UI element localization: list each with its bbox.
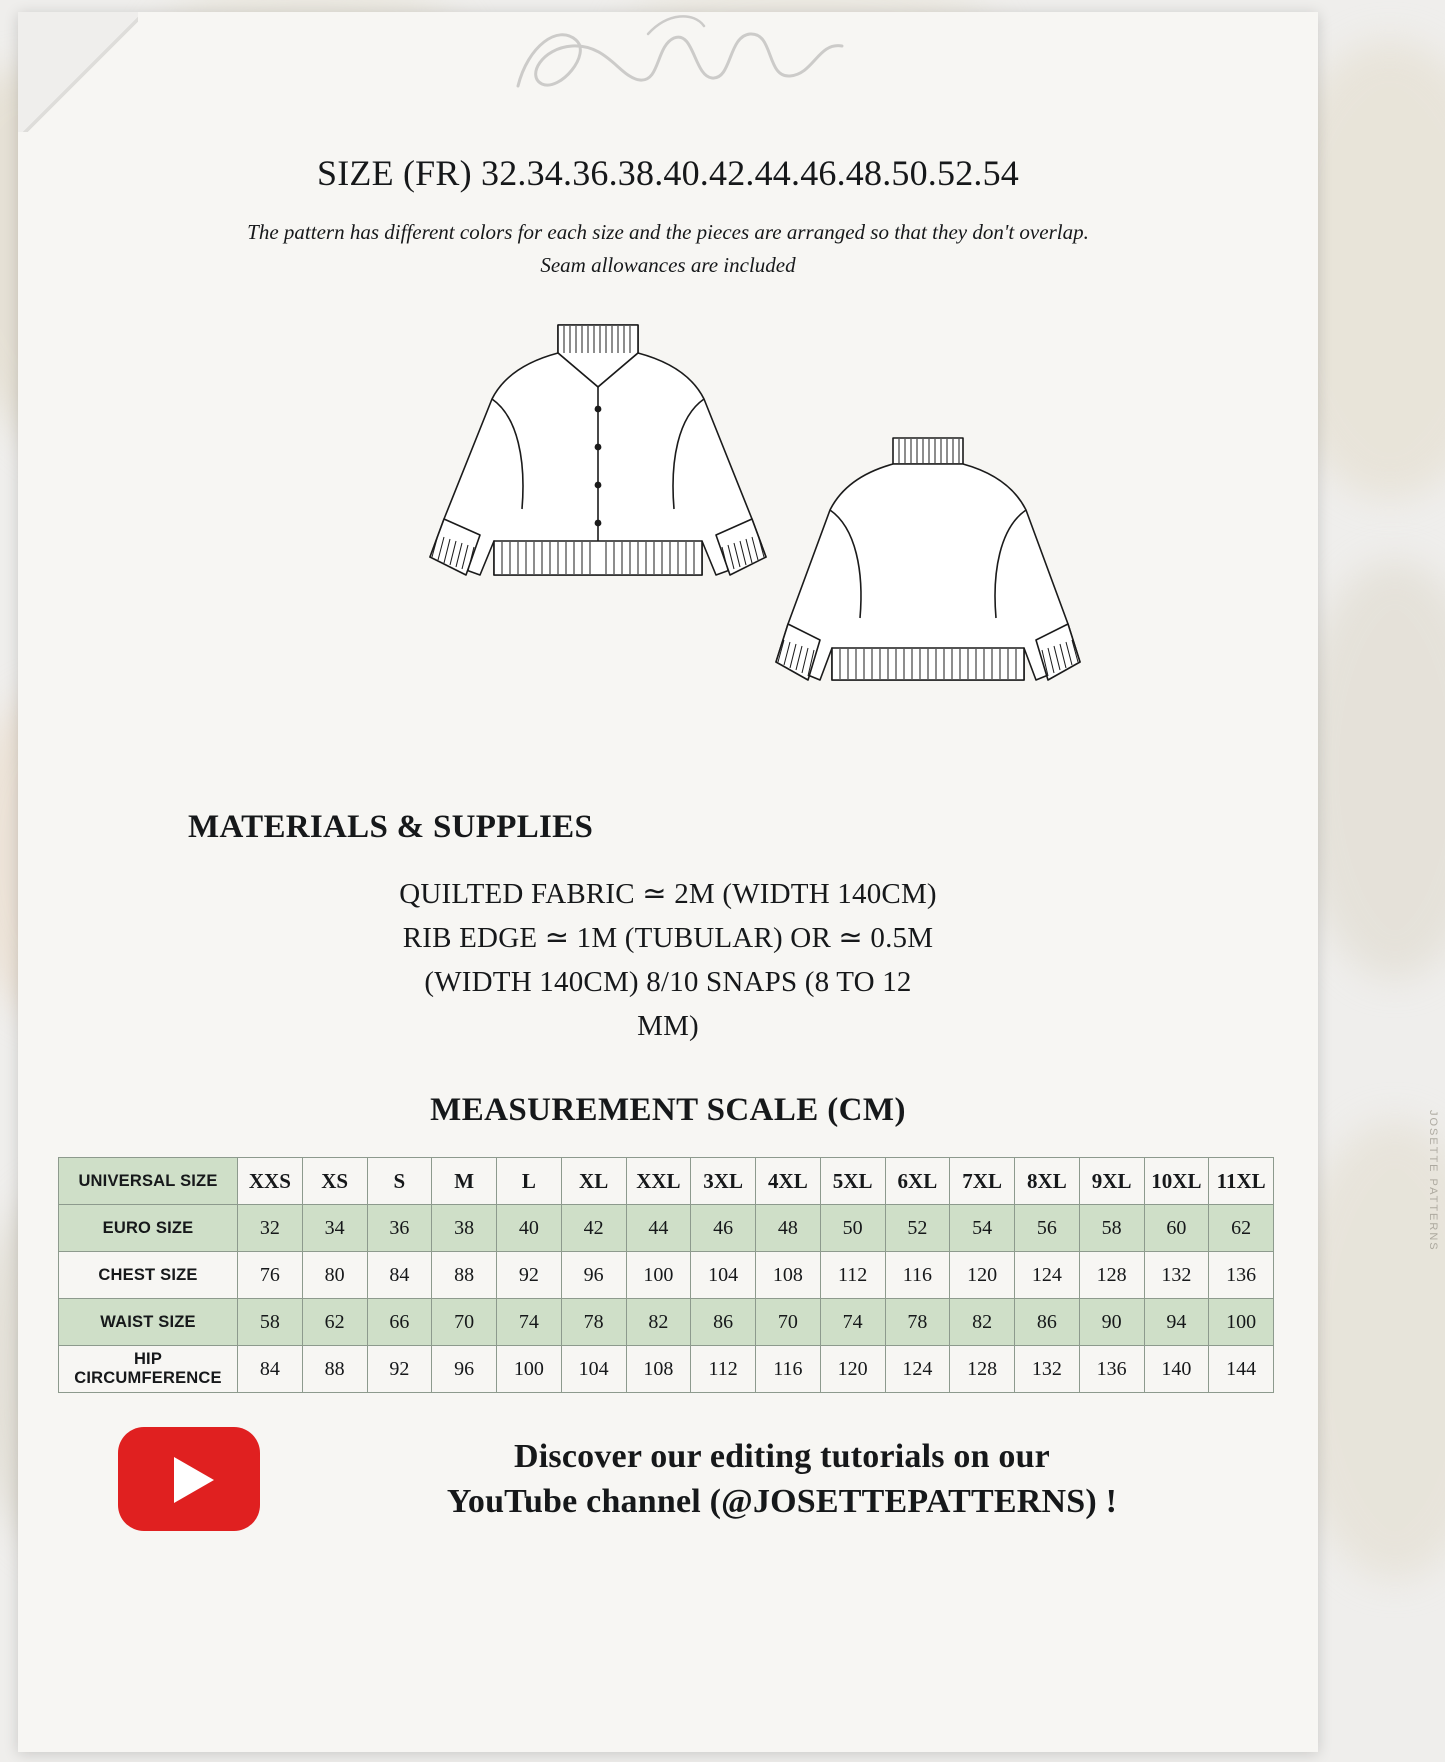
table-cell: 100 <box>1209 1299 1274 1346</box>
table-row <box>59 1158 1274 1205</box>
table-cell: 3XL <box>691 1158 756 1205</box>
table-cell: 116 <box>756 1346 821 1393</box>
table-cell: 120 <box>820 1346 885 1393</box>
materials-list <box>298 872 1038 1048</box>
table-cell: 144 <box>1209 1346 1274 1393</box>
table-cell: M <box>432 1158 497 1205</box>
table-cell: 38 <box>432 1205 497 1252</box>
jacket-back-illustration <box>768 428 1088 758</box>
pattern-note <box>163 216 1173 281</box>
table-cell: 84 <box>238 1346 303 1393</box>
table-cell: 78 <box>885 1299 950 1346</box>
table-cell: 82 <box>950 1299 1015 1346</box>
table-cell: 128 <box>1079 1252 1144 1299</box>
table-cell: 90 <box>1079 1299 1144 1346</box>
table-cell: 78 <box>561 1299 626 1346</box>
table-cell: 108 <box>626 1346 691 1393</box>
table-cell: 120 <box>950 1252 1015 1299</box>
table-cell: 6XL <box>885 1158 950 1205</box>
table-cell: 36 <box>367 1205 432 1252</box>
table-cell: 62 <box>1209 1205 1274 1252</box>
table-cell: 100 <box>497 1346 562 1393</box>
table-cell: 84 <box>367 1252 432 1299</box>
table-cell: 10XL <box>1144 1158 1209 1205</box>
table-cell: 124 <box>885 1346 950 1393</box>
table-cell: 50 <box>820 1205 885 1252</box>
materials-line-4: MM) <box>637 1010 699 1043</box>
table-cell: 128 <box>950 1346 1015 1393</box>
table-cell: 112 <box>691 1346 756 1393</box>
table-cell: 44 <box>626 1205 691 1252</box>
table-row <box>59 1205 1274 1252</box>
table-cell: 82 <box>626 1299 691 1346</box>
table-cell: 136 <box>1079 1346 1144 1393</box>
table-cell: 32 <box>238 1205 303 1252</box>
table-cell: 112 <box>820 1252 885 1299</box>
table-cell: 96 <box>432 1346 497 1393</box>
table-row <box>59 1252 1274 1299</box>
table-cell: 9XL <box>1079 1158 1144 1205</box>
youtube-promo-line-1: Discover our editing tutorials on our <box>514 1437 1050 1475</box>
table-cell: 74 <box>497 1299 562 1346</box>
table-cell: 92 <box>367 1346 432 1393</box>
row-header: WAIST SIZE <box>59 1299 238 1346</box>
table-cell: 132 <box>1144 1252 1209 1299</box>
table-cell: 54 <box>950 1205 1015 1252</box>
table-cell: 11XL <box>1209 1158 1274 1205</box>
table-cell: 104 <box>561 1346 626 1393</box>
table-cell: 76 <box>238 1252 303 1299</box>
table-cell: 80 <box>302 1252 367 1299</box>
table-cell: 62 <box>302 1299 367 1346</box>
row-header: CHEST SIZE <box>59 1252 238 1299</box>
table-cell: 46 <box>691 1205 756 1252</box>
table-cell: 88 <box>302 1346 367 1393</box>
table-cell: 108 <box>756 1252 821 1299</box>
table-cell: 104 <box>691 1252 756 1299</box>
youtube-play-icon[interactable] <box>118 1427 260 1531</box>
table-cell: 116 <box>885 1252 950 1299</box>
table-cell: XL <box>561 1158 626 1205</box>
measurement-table <box>58 1157 1274 1393</box>
table-cell: 8XL <box>1015 1158 1080 1205</box>
table-cell: 40 <box>497 1205 562 1252</box>
table-row <box>59 1346 1274 1393</box>
youtube-promo <box>118 1427 1278 1531</box>
table-row <box>59 1299 1274 1346</box>
row-header: EURO SIZE <box>59 1205 238 1252</box>
table-cell: 92 <box>497 1252 562 1299</box>
size-range-heading: SIZE (FR) 32.34.36.38.40.42.44.46.48.50.52.54 <box>317 153 1019 193</box>
table-cell: 4XL <box>756 1158 821 1205</box>
technical-drawings <box>58 303 1278 803</box>
measurement-heading: MEASUREMENT SCALE (CM) <box>430 1092 906 1129</box>
materials-line-2: RIB EDGE ≃ 1M (TUBULAR) OR ≃ 0.5M <box>402 922 934 955</box>
table-cell: 34 <box>302 1205 367 1252</box>
table-cell: 136 <box>1209 1252 1274 1299</box>
table-cell: 60 <box>1144 1205 1209 1252</box>
materials-line-3: (WIDTH 140CM) 8/10 SNAPS (8 TO 12 <box>424 966 912 999</box>
table-cell: 94 <box>1144 1299 1209 1346</box>
youtube-promo-text <box>286 1434 1278 1526</box>
table-cell: 66 <box>367 1299 432 1346</box>
table-cell: 70 <box>756 1299 821 1346</box>
handwritten-scribble-icon <box>498 6 878 116</box>
table-cell: 5XL <box>820 1158 885 1205</box>
table-cell: XS <box>302 1158 367 1205</box>
table-cell: 58 <box>1079 1205 1144 1252</box>
table-cell: 86 <box>1015 1299 1080 1346</box>
printed-sheet <box>18 12 1318 1752</box>
margin-note: JOSETTE PATTERNS <box>1427 1110 1439 1252</box>
table-cell: 56 <box>1015 1205 1080 1252</box>
pattern-note-line-1: The pattern has different colors for each size and the pieces are arranged so that they don't overlap. <box>247 220 1089 244</box>
table-cell: 96 <box>561 1252 626 1299</box>
table-cell: 70 <box>432 1299 497 1346</box>
row-header: UNIVERSAL SIZE <box>59 1158 238 1205</box>
table-cell: 7XL <box>950 1158 1015 1205</box>
table-cell: XXS <box>238 1158 303 1205</box>
table-cell: 42 <box>561 1205 626 1252</box>
table-cell: 48 <box>756 1205 821 1252</box>
row-header: HIP CIRCUMFERENCE <box>59 1346 238 1393</box>
materials-heading: MATERIALS & SUPPLIES <box>188 809 594 846</box>
table-cell: 140 <box>1144 1346 1209 1393</box>
table-cell: S <box>367 1158 432 1205</box>
table-cell: 58 <box>238 1299 303 1346</box>
youtube-promo-line-2: YouTube channel (@JOSETTEPATTERNS) ! <box>446 1483 1118 1521</box>
table-cell: 132 <box>1015 1346 1080 1393</box>
materials-line-1: QUILTED FABRIC ≃ 2M (WIDTH 140CM) <box>399 878 937 911</box>
table-cell: 124 <box>1015 1252 1080 1299</box>
table-cell: 74 <box>820 1299 885 1346</box>
table-cell: 100 <box>626 1252 691 1299</box>
table-cell: 52 <box>885 1205 950 1252</box>
jacket-front-illustration <box>408 313 788 643</box>
table-cell: L <box>497 1158 562 1205</box>
pattern-note-line-2: Seam allowances are included <box>540 252 796 277</box>
table-cell: 88 <box>432 1252 497 1299</box>
table-cell: 86 <box>691 1299 756 1346</box>
table-cell: XXL <box>626 1158 691 1205</box>
